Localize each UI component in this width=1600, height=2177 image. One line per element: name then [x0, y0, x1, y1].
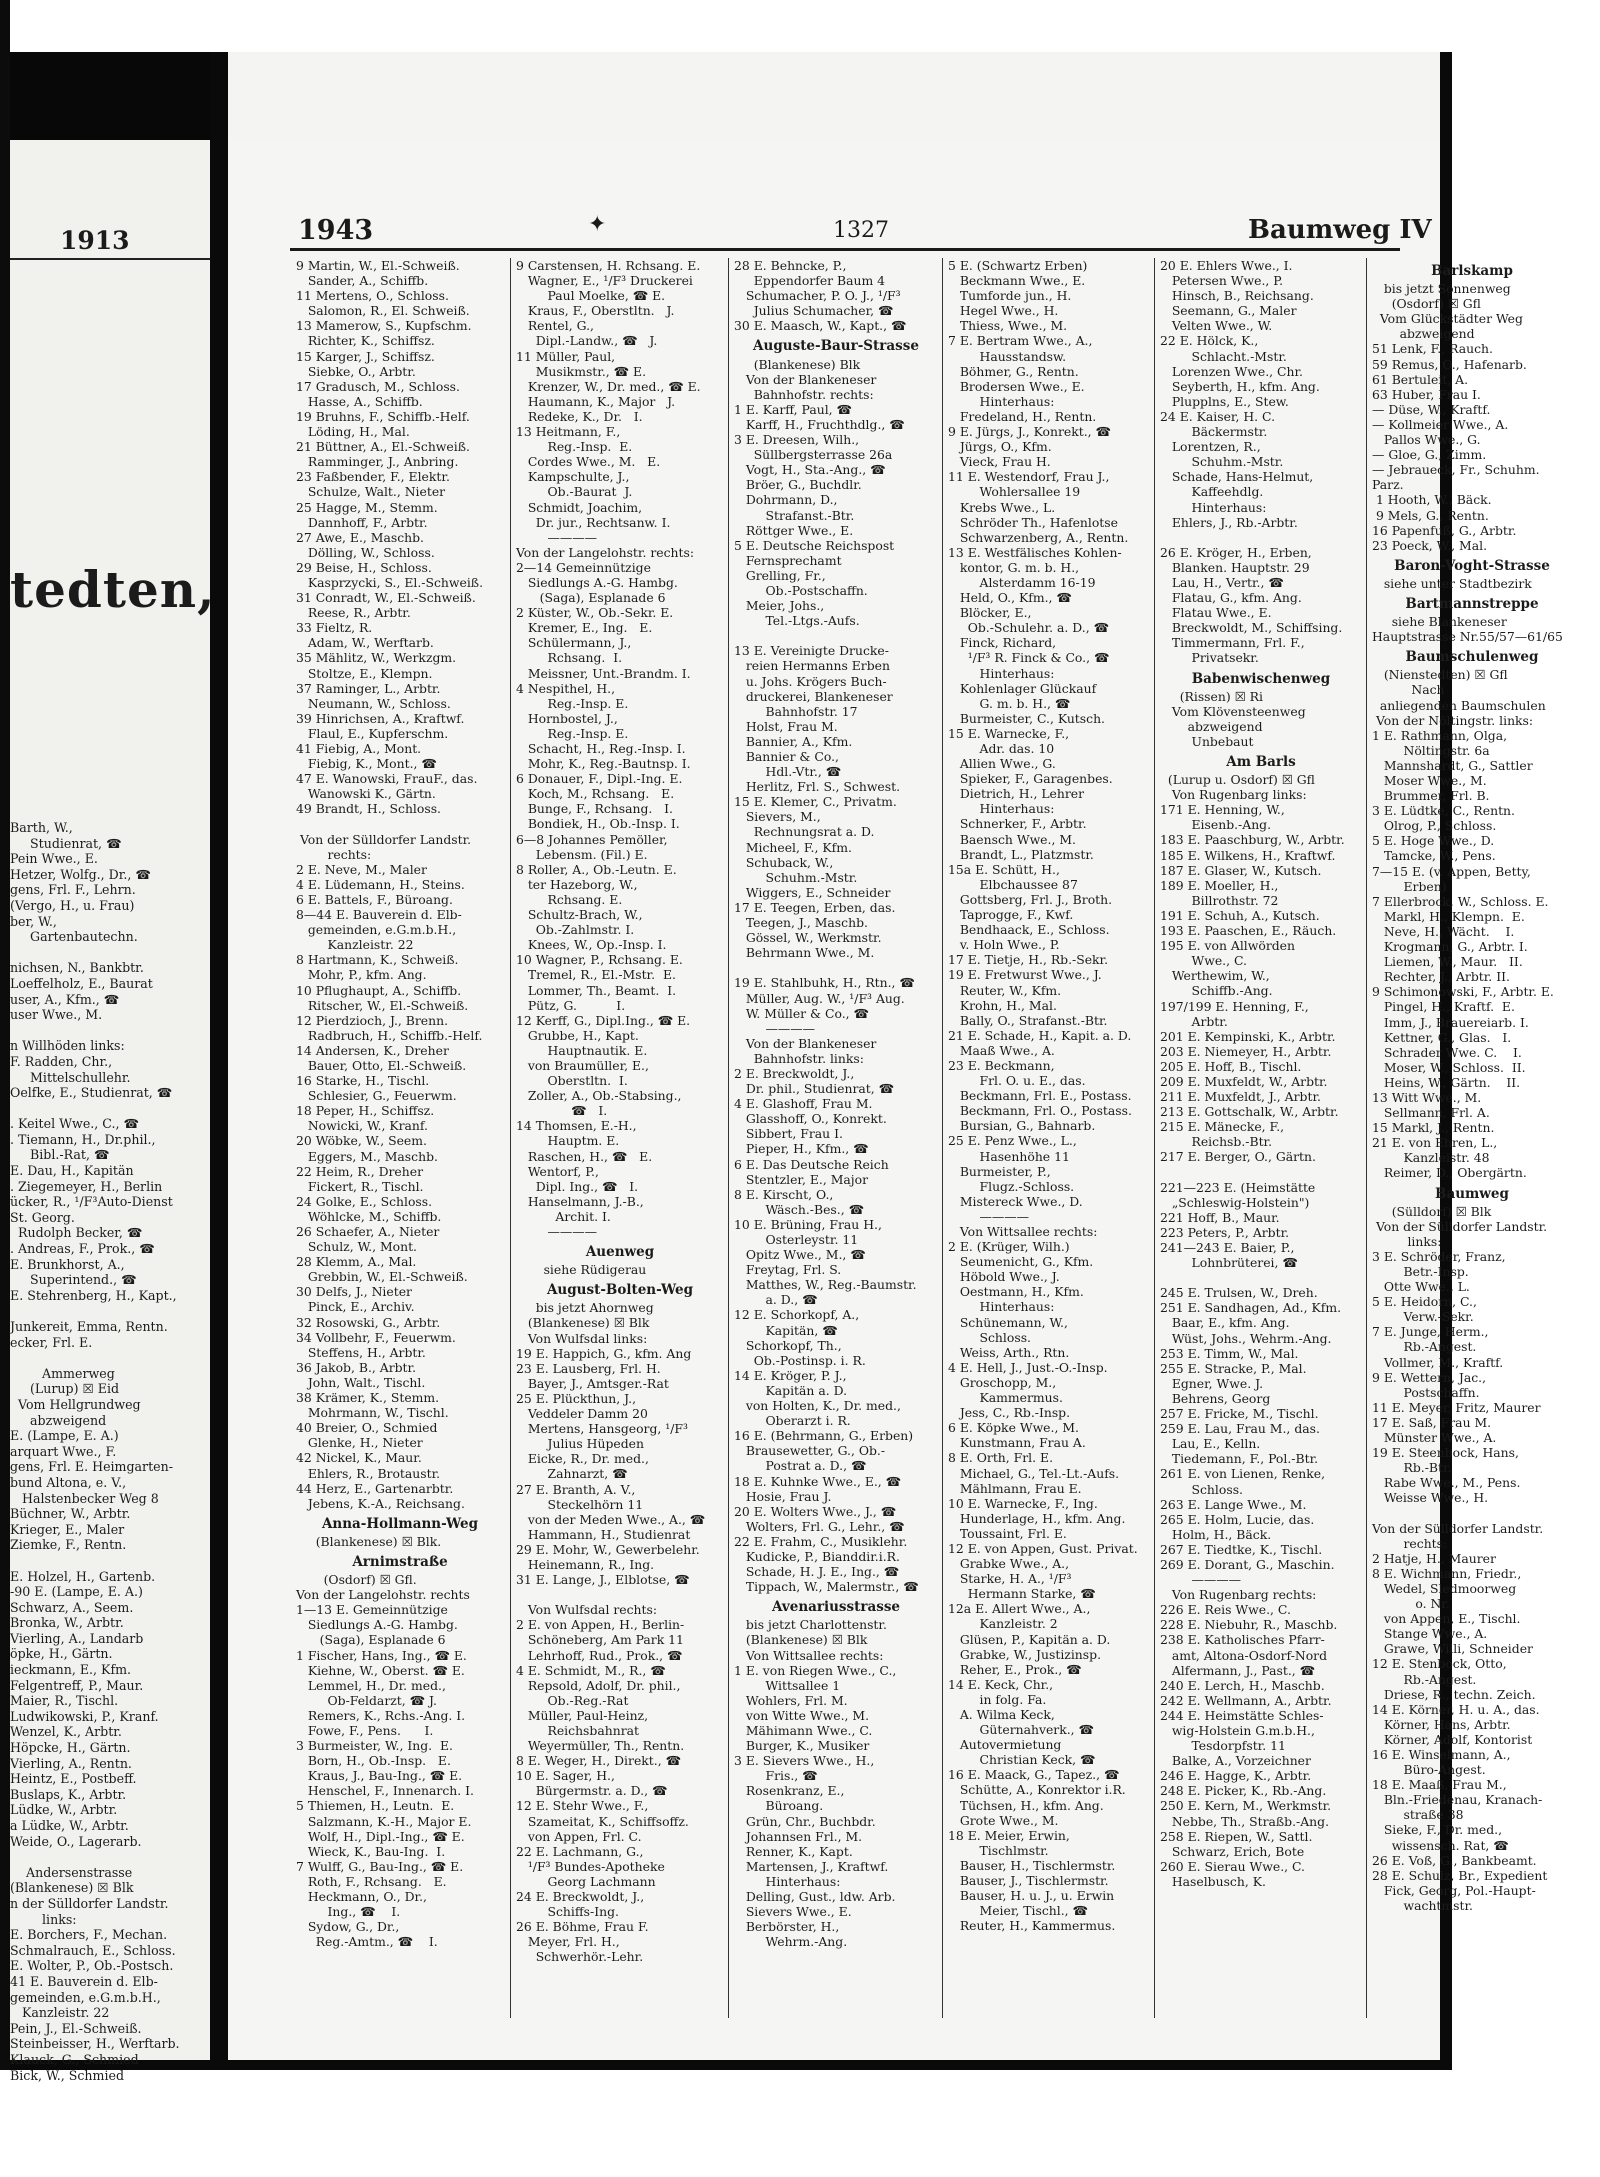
- left-page-rule: [10, 258, 210, 260]
- left-page-entries: Barth, W., Studienrat, ☎ Pein Wwe., E. Hetzer, Wolfg., Dr., ☎ gens, Frl. F., Lehrn. (Vergo, H., u. Frau) ber, W., Gartenbautechn. nichsen, N., Bankbtr. Loeffelholz, E., Baurat user, A., Kfm., ☎ user Wwe., M. n Willhöden links: F. Radden, Chr., Mittelschullehr. Oelfke, E., Studienrat, ☎ . Keitel Wwe., C., ☎ . Tiemann, H., Dr.phil., Bibl.-Rat, ☎ E. Dau, H., Kapitän . Ziegemeyer, H., Berlin ücker, R., ¹/F³Auto-Dienst St. Georg. Rudolph Becker, ☎ . Andreas, F., Prok., ☎ E. Brunkhorst, A., Superintend., ☎ E. Stehrenberg, H., Kapt., Junkereit, Emma, Rentn. ecker, Frl. E. Ammerweg (Lurup) ☒ Eid Vom Hellgrundweg abzweigend E. (Lampe, E. A.) arquart Wwe., F. gens, Frl. E. Heimgarten- bund Altona, e. V., Halstenbecker Weg 8 Büchner, W., Arbtr. Krieger, E., Maler Ziemke, F., Rentn. E. Holzel, H., Gartenb. -90 E. (Lampe, E. A.) Schwarz, A., Seem. Bronka, W., Arbtr. Vierling, A., Landarb öpke, H., Gärtn. ieckmann, E., Kfm. Felgentreff, P., Maur. Maier, R., Tischl. Ludwikowski, P., Kranf. Wenzel, K., Arbtr. Höpcke, H., Gärtn. Vierling, A., Rentn. Heintz, E., Postbeff. Buslaps, K., Arbtr. Lüdke, W., Arbtr. a Lüdke, W., Arbtr. Weide, O., Lagerarb. Andersenstrasse (Blankenese) ☒ Blk n der Sülldorfer Landstr. links: E. Borchers, F., Mechan. Schmalrauch, E., Schloss. E. Wolter, P., Ob.-Postsch. 41 E. Bauverein d. Elb- gemeinden, e.G.m.b.H., Kanzleistr. 22 Pein, J., El.-Schweiß. Steinbeisser, H., Werftarb. Klauck, G., Schmied Bick, W., Schmied: [10, 820, 180, 2083]
- directory-page: [228, 140, 1563, 2060]
- scan-border-bottom: [0, 2070, 1600, 2177]
- street-heading: Am Barls: [1226, 754, 1296, 770]
- scan-border-left: [0, 0, 10, 2177]
- street-heading: August-Bolten-Weg: [546, 1282, 694, 1299]
- directory-column-3: [734, 258, 938, 2038]
- street-entries: siehe Blankeneser Hauptstrasse Nr.55/57—61/65: [1372, 614, 1563, 645]
- street-entries: (Lurup u. Osdorf) ☒ Gfl Von Rugenbarg links: 171 E. Henning, W., Eisenb.-Ang. 183 E. Paaschburg, W., Arbtr. 185 E. Wilkens, H., Kraftwf. 187 E. Glaser, W., Kutsch. 189 E. Moeller, H., Billrothstr. 72 191 E. Schuh, A., Kutsch. 193 E. Paaschen, E., Räuch. 195 E. von Allwörden Wwe., C. Werthewim, W., Schiffb.-Ang. 197/199 E. Henning, F., Arbtr. 201 E. Kempinski, K., Arbtr. 203 E. Niemeyer, H., Arbtr. 205 E. Hoff, B., Tischl. 209 E. Muxfeldt, W., Arbtr. 211 E. Muxfeldt, J., Arbtr. 213 E. Gottschalk, W., Arbtr. 215 E. Mänecke, F., Reichsb.-Btr. 217 E. Berger, O., Gärtn. 221—223 E. (Heimstätte „Schleswig-Holstein") 221 Hoff, B., Maur. 223 Peters, P., Arbtr. 241—243 E. Baier, P., Lohnbrüterei, ☎ 245 E. Trulsen, W., Dreh. 251 E. Sandhagen, Ad., Kfm. Baar, E., kfm. Ang. Wüst, Johs., Wehrm.-Ang. 253 E. Timm, W., Mal. 255 E. Stracke, P., Mal. Egner, Wwe. J. Behrens, Georg 257 E. Fricke, M., Tischl. 259 E. Lau, Frau M., das. Lau, E., Kelln. Tiedemann, F., Pol.-Btr. 261 E. von Lienen, Renke, Schloss. 263 E. Lange Wwe., M. 265 E. Holm, Lucie, das. Holm, H., Bäck. 267 E. Tiedtke, K., Tischl. 269 E. Dorant, G., Maschin. ———— Von Rugenbarg rechts: 226 E. Reis Wwe., C. 228 E. Niebuhr, R., Maschb. 238 E. Katholisches Pfarr- amt, Altona-Osdorf-Nord Alfermann, J., Past., ☎ 240 E. Lerch, H., Maschb. 242 E. Wellmann, A., Arbtr. 244 E. Heimstätte Schles- wig-Holstein G.m.b.H., Tesdorpfstr. 11 Balke, A., Vorzeichner 246 E. Hagge, K., Arbtr. 248 E. Picker, K., Rb.-Ang. 250 E. Kern, M., Werkmstr. Nebbe, Th., Straßb.-Ang. 258 E. Riepen, W., Sattl. Schwarz, Erich, Bote 260 E. Sierau Wwe., C. Haselbusch, K.: [1160, 772, 1345, 1889]
- street-entries: 20 E. Ehlers Wwe., I. Petersen Wwe., P. Hinsch, B., Reichsang. Seemann, G., Maler Velten Wwe., W. 22 E. Hölck, K., Schlacht.-Mstr. Lorenzen Wwe., Chr. Seyberth, H., kfm. Ang. Plupplns, E., Stew. 24 E. Kaiser, H. C. Bäckermstr. Lorentzen, R., Schuhm.-Mstr. Schade, Hans-Helmut, Kaffeehdlg. Hinterhaus: Ehlers, J., Rb.-Arbtr. 26 E. Kröger, H., Erben, Blanken. Hauptstr. 29 Lau, H., Vertr., ☎ Flatau, G., kfm. Ang. Flatau Wwe., E. Breckwoldt, M., Schiffsing. Timmermann, Frl. F., Privatsekr.: [1160, 258, 1343, 666]
- street-entries: (Blankenese) ☒ Blk.: [296, 1533, 442, 1549]
- column-divider: [728, 258, 729, 2018]
- street-entries: bis jetzt Charlottenstr. (Blankenese) ☒ Blk Von Wittsallee rechts: 1 E. von Riegen Wwe., C., Wittsallee 1 Wohlers, Frl. M. von Witte Wwe., M. Mähimann Wwe., C. Burger, K., Musiker 3 E. Sievers Wwe., H., Fris., ☎ Rosenkranz, E., Büroang. Grün, Chr., Buchbdr. Johannsen Frl., M. Renner, K., Kapt. Martensen, J., Kraftwf. Hinterhaus: Delling, Gust., ldw. Arb. Sievers Wwe., E. Berbörster, H., Wehrm.-Ang.: [734, 1617, 897, 1950]
- page-number: 1327: [833, 218, 889, 243]
- directory-column-5: [1160, 258, 1362, 2038]
- column-divider: [1366, 258, 1367, 2018]
- street-entries: 9 Carstensen, H. Rchsang. E. Wagner, E., ¹/F³ Druckerei Paul Moelke, ☎ E. Kraus, F., Oberstltn. J. Rentel, G., Dipl.-Landw., ☎ J. 11 Müller, Paul, Musikmstr., ☎ E. Krenzer, W., Dr. med., ☎ E. Haumann, K., Major J. Redeke, K., Dr. I. 13 Heitmann, F., Reg.-Insp. E. Cordes Wwe., M. E. Kampschulte, J., Ob.-Baurat J. Schmidt, Joachim, Dr. jur., Rechtsanw. I. ———— Von der Langelohstr. rechts: 2—14 Gemeinnützige Siedlungs A.-G. Hambg. (Saga), Esplanade 6 2 Küster, W., Ob.-Sekr. E. Kremer, E., Ing. E. Schülermann, J., Rchsang. I. Meissner, Unt.-Brandm. I. 4 Nespithel, H., Reg.-Insp. E. Hornbostel, J., Reg.-Insp. E. Schacht, H., Reg.-Insp. I. Mohr, K., Reg.-Bautnsp. I. 6 Donauer, F., Dipl.-Ing. E. Koch, M., Rchsang. E. Bunge, F., Rchsang. I. Bondiek, H., Ob.-Insp. I. 6—8 Johannes Pemöller, Lebensm. (Fil.) E. 8 Roller, A., Ob.-Leutn. E. ter Hazeborg, W., Rchsang. E. Schultz-Brach, W., Ob.-Zahlmstr. I. Knees, W., Op.-Insp. I. 10 Wagner, P., Rchsang. E. Tremel, R., El.-Mstr. E. Lommer, Th., Beamt. I. Pütz, G. I. 12 Kerff, G., Dipl.Ing., ☎ E. Grubbe, H., Kapt. Hauptnautik. E. von Braumüller, E., Oberstltn. I. Zoller, A., Ob.-Stabsing., ☎ I. 14 Thomsen, E.-H., Hauptm. E. Raschen, H., ☎ E. Wentorf, P., Dipl. Ing., ☎ I. Hanselmann, J.-B., Archit. I. ————: [516, 258, 701, 1239]
- scan-shadow-bottom: [10, 2060, 1452, 2070]
- street-entries: 28 E. Behncke, P., Eppendorfer Baum 4 Schumacher, P. O. J., ¹/F³ Julius Schumacher, ☎ 30 E. Maasch, W., Kapt., ☎: [734, 258, 907, 334]
- street-entries: siehe Rüdigerau: [516, 1262, 647, 1278]
- left-page-fragment: [10, 140, 216, 2083]
- street-heading: Anna-Hollmann-Weg: [321, 1515, 479, 1532]
- scan-border-top: [0, 0, 1600, 52]
- street-entries: 5 E. (Schwartz Erben) Beckmann Wwe., E. Tumforde jun., H. Hegel Wwe., H. Thiess, Wwe., M. 7 E. Bertram Wwe., A., Hausstandsw. Böhmer, G., Rentn. Brodersen Wwe., E. Hinterhaus: Fredeland, H., Rentn. 9 E. Jürgs, J., Konrekt., ☎ Jürgs, O., Kfm. Vieck, Frau H. 11 E. Westendorf, Frau J., Wohlersallee 19 Krebs Wwe., L. Schröder Th., Hafenlotse Schwarzenberg, A., Rentn. 13 E. Westfälisches Kohlen- kontor, G. m. b. H., Alsterdamm 16-19 Held, O., Kfm., ☎ Blöcker, E., Ob.-Schulehr. a. D., ☎ Finck, Richard, ¹/F³ R. Finck & Co., ☎ Hinterhaus: Kohlenlager Glückauf G. m. b. H., ☎ Burmeister, C., Kutsch. 15 E. Warnecke, F., Adr. das. 10 Allien Wwe., G. Spieker, F., Garagenbes. Dietrich, H., Lehrer Hinterhaus: Schnerker, F., Arbtr. Baensch Wwe., M. Brandt, L., Platzmstr. 15a E. Schütt, H., Elbchaussee 87 Gottsberg, Frl. J., Broth. Taprogge, F., Kwf. Bendhaack, E., Schloss. v. Holn Wwe., P. 17 E. Tietje, H., Rb.-Sekr. 19 E. Fretwurst Wwe., J. Reuter, W., Kfm. Krohn, H., Mal. Bally, O., Strafanst.-Btr. 21 E. Schade, H., Kapit. a. D. Maaß Wwe., A. 23 E. Beckmann, Frl. O. u. E., das. Beckmann, Frl. E., Postass. Beckmann, Frl. O., Postass. Bursian, G., Bahnarb. 25 E. Penz Wwe., L., Hasenhöhe 11 Burmeister, P., Flugz.-Schloss. Mistereck Wwe., D. ———— Von Wittsallee rechts: 2 E. (Krüger, Wilh.) Seumenicht, G., Kfm. Höbold Wwe., J. Oestmann, H., Kfm. Hinterhaus: Schünemann, W., Schloss. Weiss, Arth., Rtn. 4 E. Hell, J., Just.-O.-Insp. Groschopp, M., Kammermus. Jess, C., Rb.-Insp. 6 E. Köpke Wwe., M. Kunstmann, Frau A. 8 E. Orth, Frl. E. Michael, G., Tel.-Lt.-Aufs. Mählmann, Frau E. 10 E. Warnecke, F., Ing. Hunderlage, H., kfm. Ang. Toussaint, Frl. E. 12 E. von Appen, Gust. Privat. Grabke Wwe., A., Starke, H. A., ¹/F³ Hermann Starke, ☎ 12a E. Allert Wwe., A., Kanzleistr. 2 Glüsen, P., Kapitän a. D. Grabke, W., Justizinsp. Reher, E., Prok., ☎ 14 E. Keck, Chr., in folg. Fa. A. Wilma Keck, Güternahverk., ☎ Autovermietung Christian Keck, ☎ 16 E. Maack, G., Tapez., ☎ Schütte, A., Konrektor i.R. Tüchsen, H., kfm. Ang. Grote Wwe., M. 18 E. Meier, Erwin, Tischlmstr. Bauser, H., Tischlermstr. Bauser, J., Tischlermstr. Bauser, H. u. J., u. Erwin Meier, Tischl., ☎ Reuter, H., Kammermus.: [948, 258, 1138, 1934]
- street-heading: Arnimstraße: [352, 1553, 448, 1570]
- left-page-heading: tedten,: [10, 560, 216, 619]
- column-divider: [510, 258, 511, 2018]
- page-gutter: [210, 52, 228, 2070]
- street-heading: Baumschulenweg: [1405, 649, 1539, 666]
- directory-column-6: [1372, 258, 1572, 2038]
- street-entries: siehe unter Stadtbezirk: [1372, 575, 1532, 591]
- street-heading: Baron-Voght-Strasse: [1394, 557, 1550, 574]
- left-page-year: 1913: [60, 226, 130, 255]
- street-entries: (Nienstedten) ☒ Gfl Nach anliegenden Baumschulen Von der Nöltingstr. links: 1 E. Rathmann, Olga, Nöltingstr. 6a Mannshardt, G., Sattler Moser Wwe., M. Brummer, Frl. B. 3 E. Lüdtke, C., Rentn. Olrog, P., Schloss. 5 E. Hoge Wwe., D. Tamcke, W., Pens. 7—15 E. (v. Appen, Betty, Erben) 7 Ellerbrock, W., Schloss. E. Markl, H., Klempn. E. Neve, H., Wächt. I. Krogmann, G., Arbtr. I. Liemen, W., Maur. II. Rechter, J., Arbtr. II. 9 Schimonowski, F., Arbtr. E. Pingel, H., Kraftf. E. Imm, J., Brauereiarb. I. Kettner, G., Glas. I. Schrader Wwe. C. I. Moser, W., Schloss. II. Heins, W., Gärtn. II. 13 Witt Wwe., M. Sellmann, Frl. A. 15 Markl, J., Rentn. 21 E. von Ehren, L., Kanzleistr. 48 Reimer, D., Obergärtn.: [1372, 667, 1554, 1181]
- column-divider: [1154, 258, 1155, 2018]
- street-heading: Avenariusstrasse: [771, 1599, 901, 1616]
- page-running-head: Baumweg IV: [1248, 215, 1432, 245]
- street-entries: (Blankenese) Blk Von der Blankeneser Bahnhofstr. rechts: 1 E. Karff, Paul, ☎ Karff, H., Fruchthdlg., ☎ 3 E. Dreesen, Wilh., Süllbergsterrasse 26a Vogt, H., Sta.-Ang., ☎ Bröer, G., Buchdlr. Dohrmann, D., Strafanst.-Btr. Röttger Wwe., E. 5 E. Deutsche Reichspost Fernsprechamt Grelling, Fr., Ob.-Postschaffn. Meier, Johs., Tel.-Ltgs.-Aufs. 13 E. Vereinigte Drucke- reien Hermanns Erben u. Johs. Krögers Buch- druckerei, Blankeneser Bahnhofstr. 17 Holst, Frau M. Bannier, A., Kfm. Bannier & Co., Hdl.-Vtr., ☎ Herlitz, Frl. S., Schwest. 15 E. Klemer, C., Privatm. Sievers, M., Rechnungsrat a. D. Micheel, F., Kfm. Schuback, W., Schuhm.-Mstr. Wiggers, E., Schneider 17 E. Teegen, Erben, das. Teegen, J., Maschb. Gössel, W., Werkmstr. Behrmann Wwe., M. 19 E. Stahlbuhk, H., Rtn., ☎ Müller, Aug. W., ¹/F³ Aug. W. Müller & Co., ☎ ———— Von der Blankeneser Bahnhofstr. links: 2 E. Breckwoldt, J., Dr. phil., Studienrat, ☎ 4 E. Glashoff, Frau M. Glasshoff, O., Konrekt. Sibbert, Frau I. Pieper, H., Kfm., ☎ 6 E. Das Deutsche Reich Stentzler, E., Major 8 E. Kirscht, O., Wäsch.-Bes., ☎ 10 E. Brüning, Frau H., Osterleystr. 11 Opitz Wwe., M., ☎ Freytag, Frl. S. Matthes, W., Reg.-Baumstr. a. D., ☎ 12 E. Schorkopf, A., Kapitän, ☎ Schorkopf, Th., Ob.-Postinsp. i. R. 14 E. Kröger, P. J., Kapitän a. D. von Holten, K., Dr. med., Oberarzt i. R. 16 E. (Behrmann, G., Erben) Brausewetter, G., Ob.- Postrat a. D., ☎ 18 E. Kuhnke Wwe., E., ☎ Hosie, Frau J. 20 E. Wolters Wwe., J., ☎ Wolters, Frl. G., Lehr., ☎ 22 E. Frahm, C., Musiklehr. Kudicke, P., Bianddir.i.R. Schade, H. J. E., Ing., ☎ Tippach, W., Malermstr., ☎: [734, 356, 919, 1595]
- street-entries: bis jetzt Ahornweg (Blankenese) ☒ Blk Von Wulfsdal links: 19 E. Happich, G., kfm. Ang 23 E. Lausberg, Frl. H. Bayer, J., Amtsger.-Rat 25 E. Plückthun, J., Veddeler Damm 20 Mertens, Hansgeorg, ¹/F³ Julius Hüpeden Eicke, R., Dr. med., Zahnarzt, ☎ 27 E. Branth, A. V., Steckelhörn 11 von der Meden Wwe., A., ☎ Hammann, H., Studienrat 29 E. Mohr, W., Gewerbelehr. Heinemann, R., Ing. 31 E. Lange, J., Elblotse, ☎ Von Wulfsdal rechts: 2 E. von Appen, H., Berlin- Schöneberg, Am Park 11 Lehrhoff, Rud., Prok., ☎ 4 E. Schmidt, M., R., ☎ Repsold, Adolf, Dr. phil., Ob.-Reg.-Rat Müller, Paul-Heinz, Reichsbahnrat Weyermüller, Th., Rentn. 8 E. Weger, H., Direkt., ☎ 10 E. Sager, H., Bürgermstr. a. D., ☎ 12 E. Stehr Wwe., F., Szameitat, K., Schiffsoffz. von Appen, Frl. C. 22 E. Lachmann, G., ¹/F³ Bundes-Apotheke Georg Lachmann 24 E. Breckwoldt, J., Schiffs-Ing. 26 E. Böhme, Frau F. Meyer, Frl. H., Schwerhör.-Lehr.: [516, 1300, 706, 1965]
- street-heading: Bartmannstreppe: [1405, 595, 1539, 612]
- street-entries: (Osdorf) ☒ Gfl. Von der Langelohstr. rechts 1—13 E. Gemeinnützige Siedlungs A.-G. Hambg. (Saga), Esplanade 6 1 Fischer, Hans, Ing., ☎ E. Kiehne, W., Oberst. ☎ E. Lemmel, H., Dr. med., Ob-Feldarzt, ☎ J. Remers, K., Rchs.-Ang. I. Fowe, F., Pens. I. 3 Burmeister, W., Ing. E. Born, H., Ob.-Insp. E. Kraus, J., Bau-Ing., ☎ E. Henschel, F., Innenarch. I. 5 Thiemen, H., Leutn. E. Salzmann, K.-H., Major E. Wolf, H., Dipl.-Ing., ☎ E. Wieck, K., Bau-Ing. I. 7 Wulff, G., Bau-Ing., ☎ E. Roth, F., Rchsang. E. Heckmann, O., Dr., Ing., ☎ I. Sydow, G., Dr., Reg.-Amtm., ☎ I.: [296, 1572, 474, 1950]
- street-heading: Auenweg: [585, 1244, 655, 1261]
- street-entries: 9 Martin, W., El.-Schweiß. Sander, A., Schiffb. 11 Mertens, O., Schloss. Salomon, R., El. Schweiß. 13 Mamerow, S., Kupfschm. Richter, K., Schiffsz. 15 Karger, J., Schiffsz. Siebke, O., Arbtr. 17 Gradusch, M., Schloss. Hasse, A., Schiffb. 19 Bruhns, F., Schiffb.-Helf. Löding, H., Mal. 21 Büttner, A., El.-Schweiß. Ramminger, J., Anbring. 23 Faßbender, F., Elektr. Schulze, Walt., Nieter 25 Hagge, M., Stemm. Dannhoff, F., Arbtr. 27 Awe, E., Maschb. Dölling, W., Schloss. 29 Beise, H., Schloss. Kasprzycki, S., El.-Schweiß. 31 Conradt, W., El.-Schweiß. Reese, R., Arbtr. 33 Fieltz, R. Adam, W., Werftarb. 35 Mählitz, W., Werkzgm. Stoltze, E., Klempn. 37 Raminger, L., Arbtr. Neumann, W., Schloss. 39 Hinrichsen, A., Kraftwf. Flaul, E., Kupferschm. 41 Fiebig, A., Mont. Fiebig, K., Mont., ☎ 47 E. Wanowski, FrauF., das. Wanowski K., Gärtn. 49 Brandt, H., Schloss. Von der Sülldorfer Landstr. rechts: 2 E. Neve, M., Maler 4 E. Lüdemann, H., Steins. 6 E. Battels, F., Büroang. 8—44 E. Bauverein d. Elb- gemeinden, e.G.m.b.H., Kanzleistr. 22 8 Hartmann, K., Schweiß. Mohr, P., kfm. Ang. 10 Pflughaupt, A., Schiffb. Ritscher, W., El.-Schweiß. 12 Pierdzioch, J., Brenn. Radbruch, H., Schiffb.-Helf. 14 Andersen, K., Dreher Bauer, Otto, El.-Schweiß. 16 Starke, H., Tischl. Schlesier, G., Feuerwm. 18 Peper, H., Schiffsz. Nowicki, W., Kranf. 20 Wöbke, W., Seem. Eggers, M., Maschb. 22 Heim, R., Dreher Fickert, R., Tischl. 24 Golke, E., Schloss. Wöhlcke, M., Schiffb. 26 Schaefer, A., Nieter Schulz, W., Mont. 28 Klemm, A., Mal. Grebbin, W., El.-Schweiß. 30 Delfs, J., Nieter Pinck, E., Archiv. 32 Rosowski, G., Arbtr. 34 Vollbehr, F., Feuerwm. Steffens, H., Arbtr. 36 Jakob, B., Arbtr. John, Walt., Tischl. 38 Krämer, K., Stemm. Mohrmann, W., Tischl. 40 Breier, O., Schmied Glenke, H., Nieter 42 Nickel, K., Maur. Ehlers, R., Brotaustr. 44 Herz, E., Gartenarbtr. Jebens, K.-A., Reichsang.: [296, 258, 484, 1511]
- street-entries: (Sülldorf) ☒ Blk Von der Sülldorfer Landstr. links: 3 E. Schröder, Franz, Betr.-Insp. Otte Wwe., L. 5 E. Heidorn, C., Verw.-Sekr. 7 E. Junge, Herm., Rb.-Angest. Vollmer, M., Kraftf. 9 E. Wettern, Jac., Postschaffn. 11 E. Meyer, Fritz, Maurer 17 E. Saß, Frau M. Münster Wwe., A. 19 E. Steenbock, Hans, Rb.-Btr. Rabe Wwe., M., Pens. Weisse Wwe., H. Von der Sülldorfer Landstr. rechts: 2 Hatje, H., Maurer 8 E. Wichmann, Friedr., Wedel, Sledmoorweg o. Nr. von Appen, E., Tischl. Stange Wwe., A. Grawe, Willi, Schneider 12 E. Stenbock, Otto, Rb.-Angest. Driese, R., techn. Zeich. 14 E. Körner, H. u. A., das. Körner, Hans, Arbtr. Körner, Adolf, Kontorist 16 E. Winselmann, A., Büro-Angest. 18 E. Maaß, Frau M., Bln.-Friedenau, Kranach- straße 38 Sieke, F., Dr. med., wissensch. Rat, ☎ 26 E. Voß, G., Bankbeamt. 28 E. Schulz, Br., Expedient Fick, Georg, Pol.-Haupt- wachtmstr.: [1372, 1203, 1548, 1913]
- directory-column-2: [516, 258, 724, 2038]
- directory-column-4: [948, 258, 1150, 2038]
- page-year: 1943: [298, 215, 374, 246]
- directory-column-1: [296, 258, 504, 2038]
- street-entries: bis jetzt Sonnenweg (Osdorf) ☒ Gfl Vom Glückstädter Weg abzweigend 51 Lenk, F., Rauch. 59 Remus, O., Hafenarb. 61 Bertuleit, A. 63 Huber, Frau I. — Düse, W., Kraftf. — Kollmeier Wwe., A. Pallos Wwe., G. — Gloe, G., Zimm. — Jebraueck, Fr., Schuhm. Parz. 1 Hooth, W., Bäck. 9 Mels, G., Rentn. 16 Papenfuß, G., Arbtr. 23 Poeck, W., Mal.: [1372, 281, 1540, 553]
- column-divider: [942, 258, 943, 2018]
- scan-shadow-top-left: [10, 52, 210, 140]
- star-ornament-icon: ✦: [588, 212, 607, 237]
- street-heading: Babenwischenweg: [1191, 670, 1331, 687]
- street-entries: (Rissen) ☒ Ri Vom Klövensteenweg abzweigend Unbebaut: [1171, 688, 1306, 749]
- street-heading: Baumweg: [1435, 1185, 1509, 1202]
- street-heading: Barlskamp: [1431, 263, 1513, 279]
- street-heading: Auguste-Baur-Strasse: [753, 338, 919, 355]
- header-rule: [290, 248, 1400, 251]
